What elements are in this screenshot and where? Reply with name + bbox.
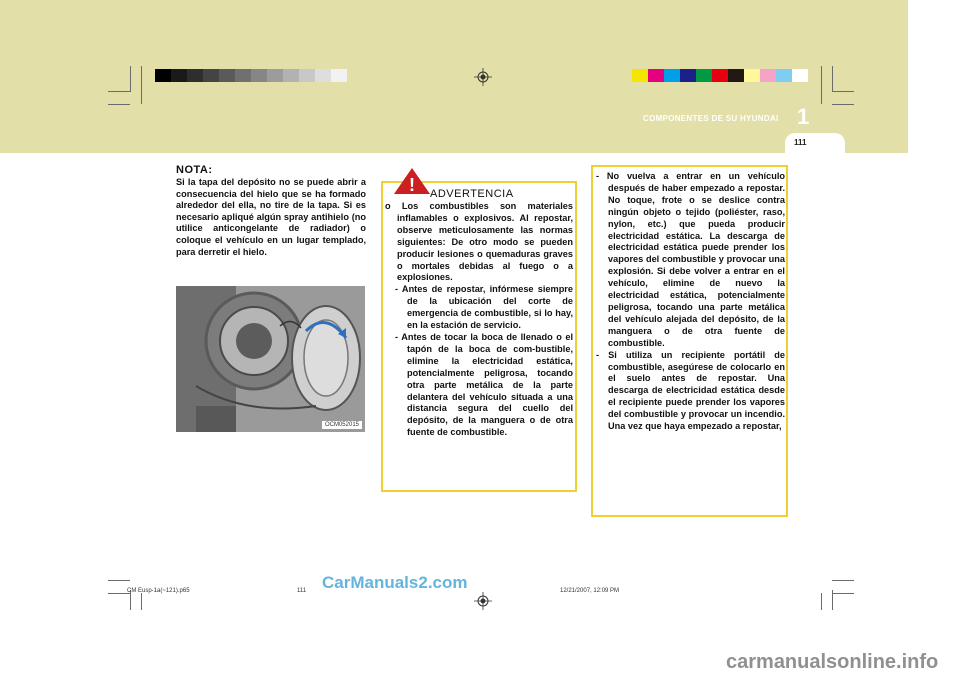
fuel-door-illustration: [176, 286, 365, 432]
watermark-bottom: carmanualsonline.info: [726, 651, 939, 673]
crop-mark: [141, 593, 142, 610]
grayscale-color-bar: [155, 69, 347, 82]
registration-mark-icon: [474, 592, 492, 610]
section-title: COMPONENTES DE SU HYUNDAI: [643, 114, 779, 123]
continuation-text: [596, 171, 785, 433]
note-body: Si la tapa del depósito no se puede abrir a consecuencia del hielo que se ha formado alrededor del ella, no tire de la tapa. Si es necesario apliqué algún spray antihielo (no utilice anticongelante de radiador) o coloque el vehículo en un lugar templado, para derretir el hielo.: [176, 177, 366, 257]
warning-triangle-icon: [392, 167, 432, 195]
page-number: 111: [794, 138, 807, 147]
warning-icon-symbol: !: [409, 175, 415, 195]
crop-mark: [832, 593, 854, 594]
crop-mark: [832, 580, 854, 581]
crop-mark: [832, 66, 833, 92]
continuation-item-1: - No vuelva a entrar en un vehículo después de haber empezado a repostar. No toque, frote o se deslice contra ningún objeto o tejido (poliéster, raso, nylon, etc.) que pueda producir electricidad estática. La descarga de electricidad estática puede prender los vapores del combustible y provocar una explosión. Si debe volver a entrar en el vehículo, elimine de nuevo la electricidad estática, potencialmente peligrosa, tocando una parte metálica del vehículo alejada del depósito, de la manguera o de otra fuente de combustible.: [596, 171, 785, 348]
footer-date: 12/21/2007, 12:09 PM: [560, 588, 620, 594]
page-number-tab: [785, 133, 845, 153]
crop-mark: [832, 104, 854, 105]
crop-mark: [821, 66, 822, 104]
footer-page-number: 111: [297, 588, 307, 594]
note-title: NOTA:: [176, 164, 213, 176]
crop-mark: [108, 104, 130, 105]
warning-item-1: - Antes de repostar, infórmese siempre de la ubicación del corte de emergencia de combustible, si lo hay, en la estación de servicio.: [395, 284, 573, 331]
crop-mark: [832, 91, 854, 92]
fuel-door-photo: [176, 286, 365, 432]
warning-item-2: - Antes de tocar la boca de llenado o el tapón de la boca de com-bustible, elimine la electricidad estática, potencialmente peligrosa, tocando otra parte metálica de la parte delantera del vehículo situada a una distancia segura del cuello del depósito, de la manguera o de otra fuente de combustible.: [395, 331, 573, 438]
continuation-item-2: - Si utiliza un recipiente portátil de combustible, asegúrese de colocarlo en el suelo antes de repostar. Una descarga de electricidad estática desde el recipiente puede prender los vapores del combustible y provocar un incendio. Una vez que haya empezado a repostar,: [596, 349, 785, 432]
process-color-bar: [632, 69, 808, 82]
crop-mark: [141, 66, 142, 104]
crop-mark: [821, 593, 822, 610]
warning-text: [385, 201, 573, 439]
note-section: [176, 164, 366, 258]
footer-file-name: CM Eusp-1a(~121).p65: [127, 588, 190, 594]
photo-code: OCM052015: [322, 421, 362, 429]
registration-mark-icon: [474, 68, 492, 86]
crop-mark: [130, 66, 131, 92]
crop-mark: [108, 91, 130, 92]
warning-title: ADVERTENCIA: [430, 188, 514, 200]
watermark-top[interactable]: CarManuals2.com: [322, 573, 468, 592]
section-number: 1: [797, 104, 810, 129]
crop-mark: [108, 580, 130, 581]
warning-intro: o Los combustibles son materiales inflamables o explosivos. Al repostar, observe meticulosamente las normas siguientes: De otro modo se pueden producir lesiones o quemaduras graves o mortales debidas al fuego o a explosiones.: [385, 201, 573, 283]
